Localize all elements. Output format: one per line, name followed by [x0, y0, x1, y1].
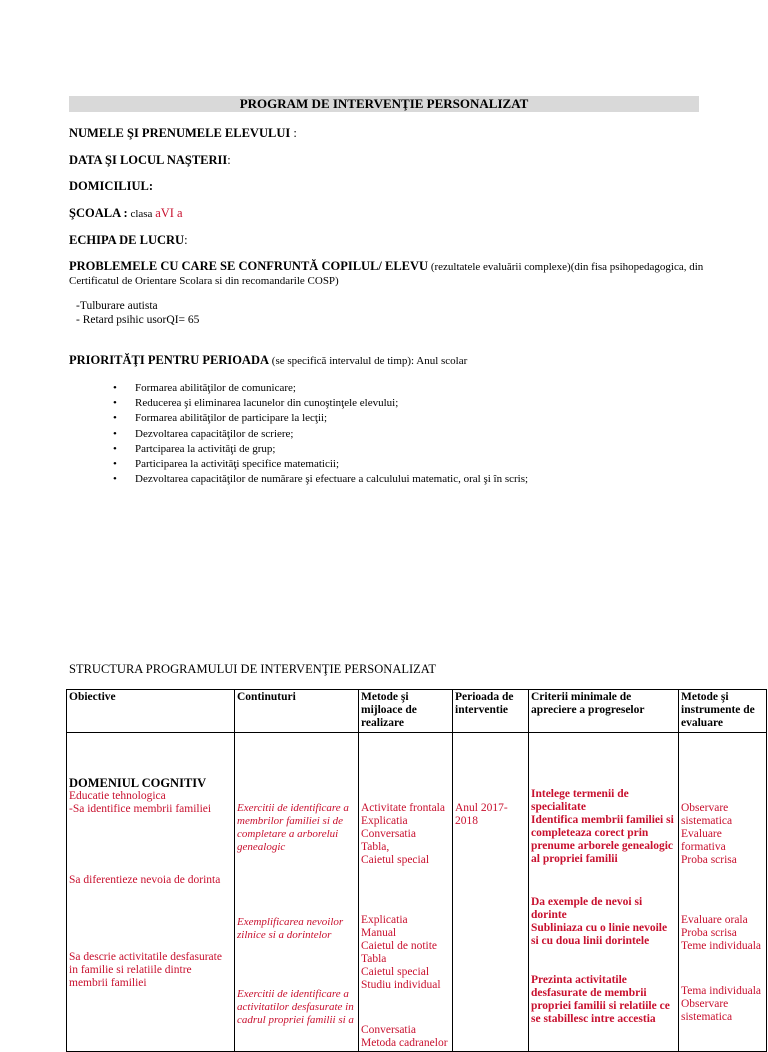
header-criteria: Criterii minimale de apreciere a progreselor — [529, 690, 679, 733]
problems-section — [69, 260, 709, 288]
header-evaluation: Metode şi instrumente de evaluare — [679, 690, 767, 733]
birth-sep: : — [227, 153, 231, 167]
priorities-label: PRIORITĂŢI PENTRU PERIOADA — [69, 353, 270, 367]
student-name-sep: : — [290, 126, 297, 140]
priorities-section — [69, 353, 467, 369]
evaluation-text: Tema individuala Observare sistematica — [681, 985, 761, 1023]
period-text: Anul 2017-2018 — [455, 802, 508, 827]
birth-field — [69, 153, 231, 168]
priority-item: • Participarea la activităţi specifice matematicii; — [110, 457, 528, 472]
content-text: Exercitii de identificare a membrilor familiei si de completare a arborelui genealogic — [237, 802, 349, 853]
methods-text: Activitate frontala Explicatia Conversatia Tabla, Caietul special — [361, 802, 445, 866]
structure-title: STRUCTURA PROGRAMULUI DE INTERVENŢIE PERSONALIZAT — [69, 662, 437, 676]
criteria-cell — [529, 733, 679, 1052]
priorities-note: (se specifică intervalul de timp): — [269, 355, 415, 367]
intervention-table — [66, 689, 767, 1052]
problems-label: PROBLEMELE CU CARE SE CONFRUNTĂ COPILUL/ ELEVU — [69, 259, 429, 273]
header-contents: Continuturi — [235, 690, 359, 733]
birth-label: DATA ŞI LOCUL NAŞTERII — [69, 153, 228, 167]
header-methods: Metode şi mijloace de realizare — [359, 690, 453, 733]
home-field — [69, 179, 153, 194]
priorities-period: Anul scolar — [414, 355, 468, 367]
priority-item: • Formarea abilităţilor de participare la lecţii; — [110, 411, 528, 426]
criteria-text: Prezinta activitatile desfasurate de membrii propriei familii si relatiile ce se stabillesc intre accestia — [531, 974, 670, 1025]
period-cell — [453, 733, 529, 1052]
criteria-text: Da exemple de nevoi si dorinte Subliniaza cu o linie nevoile si cu doua linii dorintele — [531, 896, 668, 947]
team-field — [69, 233, 188, 248]
priority-item: • Reducerea şi eliminarea lacunelor din cunoştinţele elevului; — [110, 396, 528, 411]
objectives-cell — [67, 733, 235, 1052]
home-label: DOMICILIUL: — [69, 179, 154, 193]
priority-item: • Dezvoltarea capacităţilor de scriere; — [110, 427, 528, 442]
evaluation-text: Evaluare orala Proba scrisa Teme individuala — [681, 914, 761, 952]
team-sep: : — [184, 233, 188, 247]
evaluation-text: Observare sistematica Evaluare formativa Proba scrisa — [681, 802, 737, 866]
content-text: Exercitii de identificare a activitatilor desfasurate in cadrul propriei familii si a — [237, 988, 354, 1026]
diagnosis-item: - Retard psihic usorQI= 65 — [76, 314, 200, 326]
diagnosis-item: -Tulburare autista — [76, 300, 158, 312]
objective-text: -Sa identifice membrii familiei — [69, 803, 212, 815]
student-name-field — [69, 126, 297, 141]
header-period: Perioada de interventie — [453, 690, 529, 733]
student-name-label: NUMELE ŞI PRENUMELE ELEVULUI — [69, 126, 291, 140]
evaluation-cell — [679, 733, 767, 1052]
content-text: Exemplificarea nevoilor zilnice si a dorintelor — [237, 916, 344, 941]
domain-heading: DOMENIUL COGNITIV — [69, 776, 207, 790]
priorities-list — [110, 381, 528, 487]
school-field — [69, 206, 183, 222]
table-row — [67, 733, 767, 1052]
methods-cell — [359, 733, 453, 1052]
problems-note: (rezultatele evaluării complexe)(din fisa psihopedagogica, din Certificatul de Orientare Scolara si din recomandarile COSP) — [69, 261, 704, 287]
school-class-text: clasa — [127, 208, 156, 220]
objective-subject: Educatie tehnologica — [69, 790, 166, 802]
page-title: PROGRAM DE INTERVENŢIE PERSONALIZAT — [69, 96, 699, 112]
methods-text: Conversatia Metoda cadranelor — [361, 1024, 448, 1049]
methods-text: Explicatia Manual Caietul de notite Tabla Caietul special Studiu individual — [361, 914, 441, 991]
priority-item: • Formarea abilităţilor de comunicare; — [110, 381, 528, 396]
table-header-row — [67, 690, 767, 733]
priority-item: • Partciparea la activităţi de grup; — [110, 442, 528, 457]
team-label: ECHIPA DE LUCRU — [69, 233, 185, 247]
priority-item: • Dezvoltarea capacităţilor de numărare şi efectuare a calculului matematic, oral şi în scris; — [110, 472, 528, 487]
school-label: ŞCOALA : — [69, 206, 128, 220]
header-objectives: Obiective — [67, 690, 235, 733]
contents-cell — [235, 733, 359, 1052]
objective-text: Sa diferentieze nevoia de dorinta — [69, 874, 221, 886]
school-class-value: aVI a — [155, 206, 183, 220]
objective-text: Sa descrie activitatile desfasurate in familie si relatiile dintre membrii familiei — [69, 951, 222, 989]
criteria-text: Intelege termenii de specialitate Identifica membrii familiei si completeaza corect prin prenume arborele genealogic al propriei familii — [531, 788, 674, 865]
